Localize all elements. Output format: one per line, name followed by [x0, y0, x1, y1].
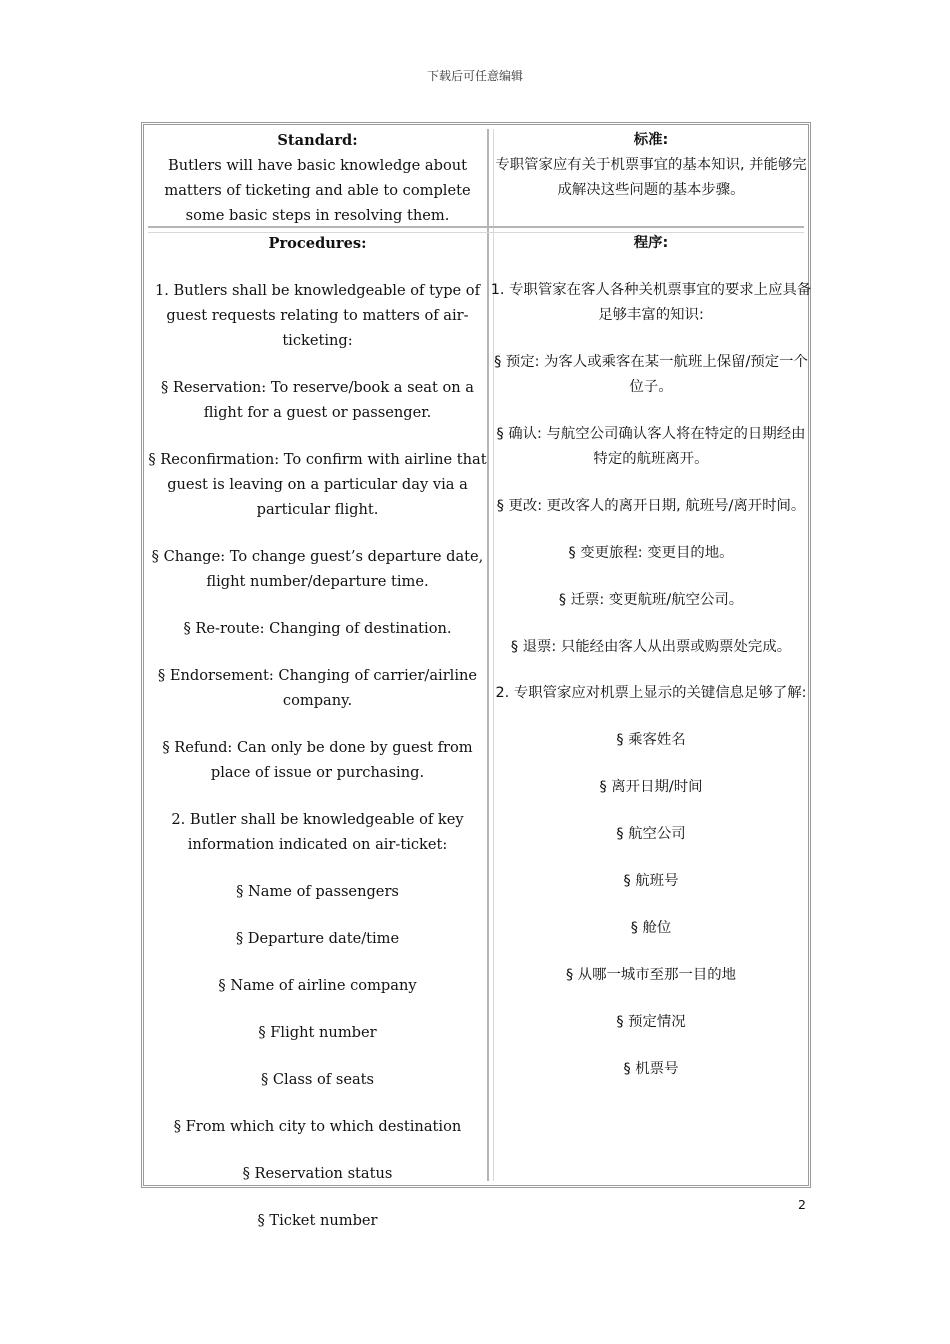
- procedure-item-cn: 2. 专职管家应对机票上显示的关键信息足够了解:: [495, 685, 807, 701]
- ticket-info-item-en: § From which city to which destination: [173, 1118, 462, 1135]
- procedure-item-cn: § 预定: 为客人或乘客在某一航班上保留/预定一个位子。: [494, 354, 808, 395]
- standard-title-cn: 标准:: [633, 132, 669, 148]
- ticket-info-item-en: § Name of passengers: [236, 883, 399, 900]
- procedure-item-cn: § 确认: 与航空公司确认客人将在特定的日期经由特定的航班离开。: [496, 426, 806, 467]
- page-header-note: 下载后可任意编辑: [426, 69, 523, 83]
- procedures-cell-en: [146, 231, 489, 1255]
- ticket-info-item-cn: § 航班号: [623, 873, 679, 889]
- ticket-info-item-cn: § 舱位: [630, 920, 672, 936]
- procedure-item-en: § Reservation: To reserve/book a seat on a flight for a guest or passenger.: [160, 379, 474, 421]
- procedure-item-en: § Re-route: Changing of destination.: [183, 620, 452, 637]
- procedure-item-cn: 1. 专职管家在客人各种关机票事宜的要求上应具备足够丰富的知识:: [490, 282, 812, 323]
- procedure-item-en: § Change: To change guest’s departure date, flight number/departure time.: [151, 548, 484, 590]
- ticket-info-item-en: § Reservation status: [242, 1165, 393, 1182]
- standard-text-cn: 专职管家应有关于机票事宜的基本知识, 并能够完成解决这些问题的基本步骤。: [495, 157, 807, 198]
- ticket-info-item-cn: § 机票号: [623, 1061, 679, 1077]
- page-number: 2: [798, 1197, 806, 1212]
- ticket-info-item-en: § Class of seats: [260, 1071, 375, 1088]
- procedure-item-en: 2. Butler shall be knowledgeable of key information indicated on air-ticket:: [171, 811, 464, 853]
- procedure-item-en: § Endorsement: Changing of carrier/airline company.: [157, 667, 478, 709]
- ticket-info-item-cn: § 航空公司: [616, 826, 686, 842]
- procedure-item-cn: § 退票: 只能经由客人从出票或购票处完成。: [510, 639, 792, 655]
- procedure-item-en: 1. Butlers shall be knowledgeable of type of guest requests relating to matters of air-ticketing:: [154, 282, 480, 349]
- procedures-cell-cn: [490, 231, 812, 1104]
- procedures-title-cn: 程序:: [633, 235, 669, 251]
- procedure-item-en: § Reconfirmation: To confirm with airline that guest is leaving on a particular day via a particular flight.: [148, 451, 487, 518]
- procedures-title-en: Procedures:: [268, 235, 367, 252]
- procedure-item-cn: § 更改: 更改客人的离开日期, 航班号/离开时间。: [496, 498, 806, 514]
- standard-cell-cn: [490, 128, 812, 203]
- ticket-info-item-en: § Ticket number: [257, 1212, 378, 1229]
- standard-title-en: Standard:: [277, 132, 358, 149]
- procedure-item-cn: § 变更旅程: 变更目的地。: [568, 545, 734, 561]
- ticket-info-item-en: § Flight number: [258, 1024, 377, 1041]
- ticket-info-item-cn: § 乘客姓名: [616, 732, 686, 748]
- standard-text-en: Butlers will have basic knowledge about matters of ticketing and able to complete some basic steps in resolving them.: [164, 157, 471, 224]
- procedure-item-en: § Refund: Can only be done by guest from place of issue or purchasing.: [162, 739, 473, 781]
- ticket-info-item-cn: § 离开日期/时间: [599, 779, 703, 795]
- ticket-info-item-cn: § 从哪一城市至那一目的地: [565, 967, 737, 983]
- procedure-table: [141, 122, 812, 1229]
- ticket-info-item-en: § Departure date/time: [235, 930, 400, 947]
- procedure-item-cn: § 迁票: 变更航班/航空公司。: [558, 592, 744, 608]
- ticket-info-item-cn: § 预定情况: [616, 1014, 686, 1030]
- standard-cell-en: [146, 128, 489, 228]
- ticket-info-item-en: § Name of airline company: [218, 977, 417, 994]
